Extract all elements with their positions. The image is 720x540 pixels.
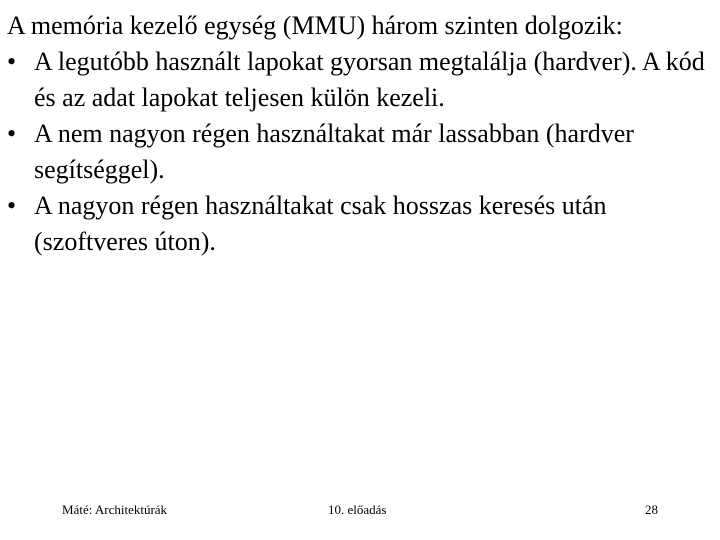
footer-author-course: Máté: Architektúrák	[62, 502, 168, 517]
intro-text-before: A memória kezelő egység (	[7, 11, 292, 40]
bullet-item-less-recent	[7, 116, 707, 188]
bullet-item-old	[7, 188, 707, 260]
footer-page-number: 28	[645, 502, 658, 517]
bullet-icon: •	[7, 119, 17, 148]
bullet-icon: •	[7, 47, 17, 76]
intro-text-mmu: MMU	[291, 11, 357, 40]
bullet-list	[7, 44, 707, 260]
intro-text-after: ) három szinten dolgozik:	[356, 11, 623, 40]
footer-lecture: 10. előadás	[328, 502, 387, 517]
bullet-text: A nagyon régen használtakat csak hosszas keresés után (szoftveres úton).	[34, 191, 607, 256]
intro-text	[7, 8, 707, 44]
bullet-icon: •	[7, 191, 17, 220]
bullet-text: A legutóbb használt lapokat gyorsan megtalálja (hardver). A kód és az adat lapokat teljesen külön kezeli.	[34, 47, 705, 112]
slide-content	[7, 8, 707, 260]
bullet-text: A nem nagyon régen használtakat már lassabban (hardver segítséggel).	[34, 119, 634, 184]
bullet-item-recent	[7, 44, 707, 116]
